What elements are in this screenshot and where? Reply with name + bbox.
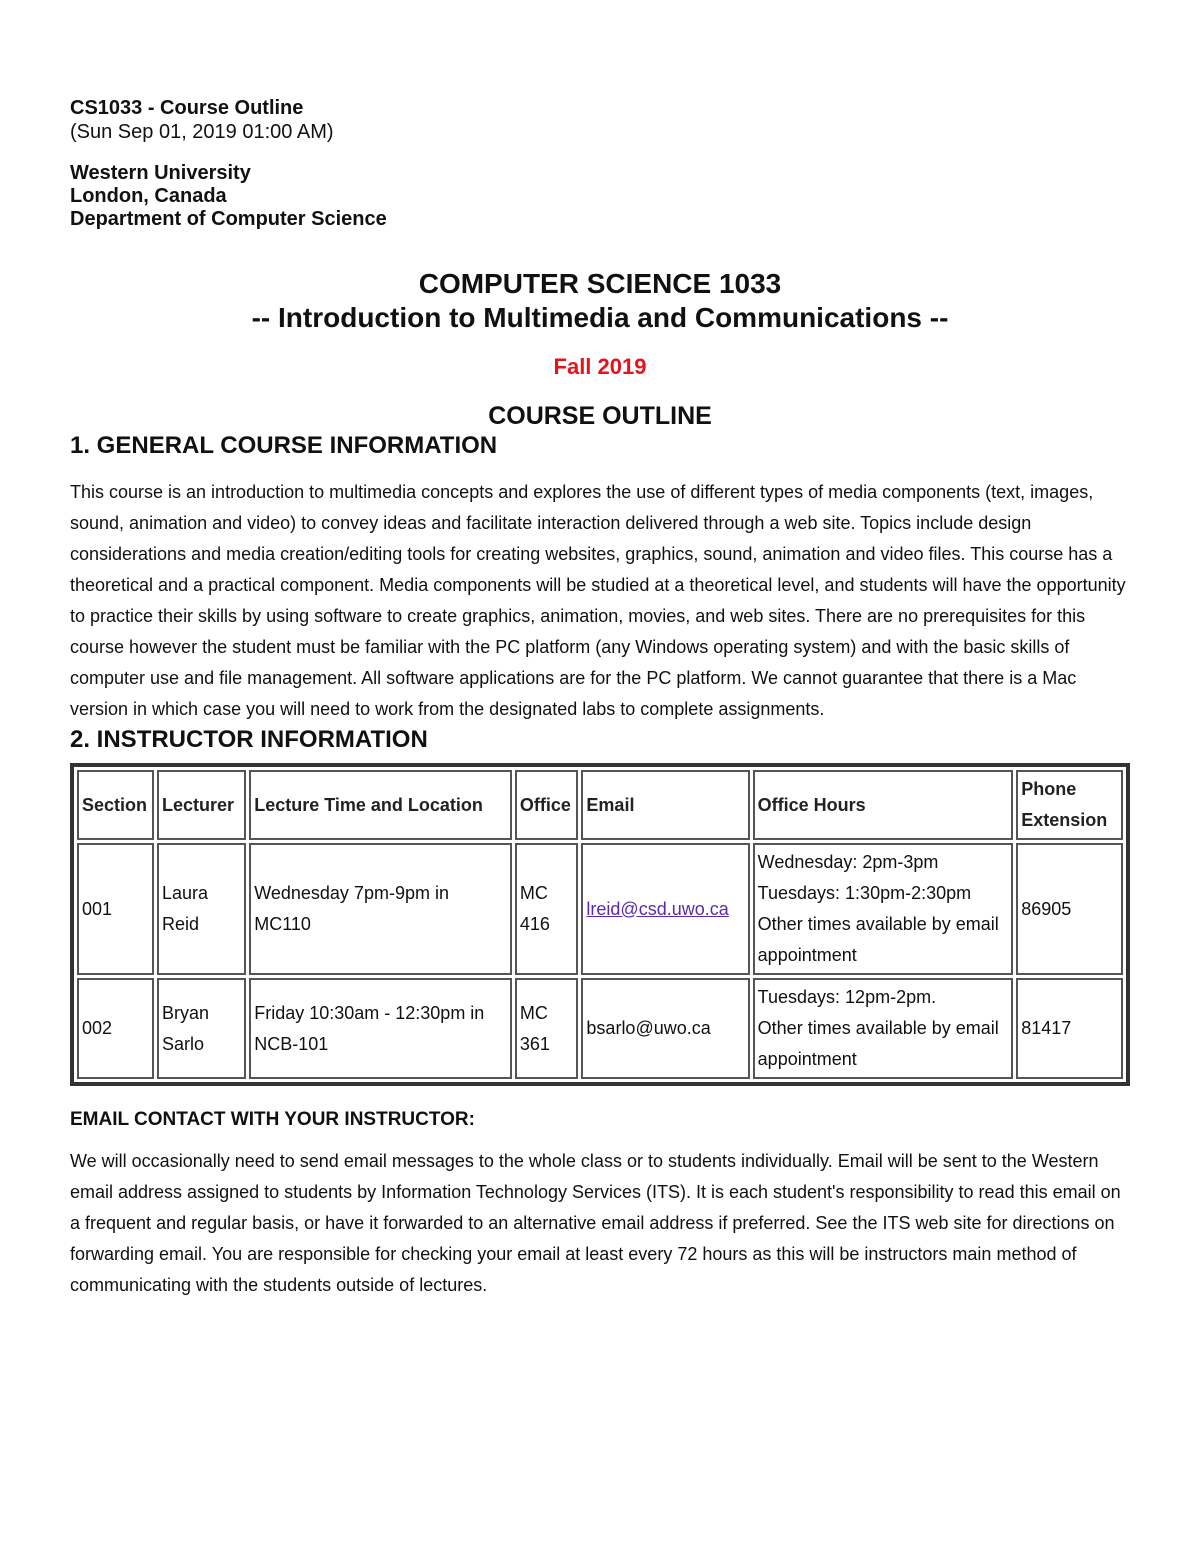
general-info-paragraph: This course is an introduction to multimedia concepts and explores the use of different types of media components (text, images, sound, animation and video) to convey ideas and facilitate interaction delivered through a web site. Topics include design considerations and media creation/editing tools for creating websites, graphics, sound, animation and video files. This course has a theoretical and a practical component. Media components will be studied at a theoretical level, and students will have the opportunity to practice their skills by using software to create graphics, animation, movies, and web sites. There are no prerequisites for this course however the student must be familiar with the PC platform (any Windows operating system) and with the basic skills of computer use and file management. All software applications are for the PC platform. We cannot guarantee that there is a Mac version in which case you will need to work from the designated labs to complete assignments. (70, 482, 1126, 719)
instructor-info-heading: 2. INSTRUCTOR INFORMATION (70, 726, 428, 753)
document-header (70, 96, 1130, 231)
general-info-heading: 1. GENERAL COURSE INFORMATION (70, 432, 498, 459)
table-header-row (77, 770, 1123, 840)
office-cell: MC 416 (515, 843, 579, 975)
column-header-email: Email (581, 770, 749, 840)
column-header-office-hours: Office Hours (753, 770, 1014, 840)
office-hours-cell: Tuesdays: 12pm-2pm. Other times available by email appointment (753, 978, 1014, 1079)
email-cell: bsarlo@uwo.ca (581, 978, 749, 1079)
office-hours-cell: Wednesday: 2pm-3pm Tuesdays: 1:30pm-2:30pm Other times available by email appointment (753, 843, 1014, 975)
office-cell: MC 361 (515, 978, 579, 1079)
lecturer-cell: Laura Reid (157, 843, 246, 975)
institution-block (70, 162, 1130, 231)
course-subtitle: -- Introduction to Multimedia and Communications -- (251, 302, 949, 333)
course-term: Fall 2019 (553, 354, 647, 379)
section-cell: 001 (77, 843, 154, 975)
email-contact-paragraph: We will occasionally need to send email messages to the whole class or to students individually. Email will be sent to the Western email address assigned to students by Information Technology Services (ITS). It is each student's responsibility to read this email on a frequent and regular basis, or have it forwarded to an alternative email address if preferred. See the ITS web site for directions on forwarding email. You are responsible for checking your email at least every 72 hours as this will be instructors main method of communicating with the students outside of lectures. (70, 1151, 1121, 1295)
course-outline-page (70, 96, 1130, 1301)
course-title-block (70, 267, 1130, 335)
document-date: (Sun Sep 01, 2019 01:00 AM) (70, 121, 334, 143)
phone-cell: 81417 (1016, 978, 1123, 1079)
lecturer-cell: Bryan Sarlo (157, 978, 246, 1079)
column-header-lecture-time: Lecture Time and Location (249, 770, 512, 840)
column-header-section: Section (77, 770, 154, 840)
university-location: London, Canada (70, 185, 227, 207)
lecture-cell: Friday 10:30am - 12:30pm in NCB-101 (249, 978, 512, 1079)
table-row (77, 978, 1123, 1079)
column-header-lecturer: Lecturer (157, 770, 246, 840)
email-link[interactable]: lreid@csd.uwo.ca (586, 898, 729, 919)
column-header-office: Office (515, 770, 579, 840)
section-cell: 002 (77, 978, 154, 1079)
course-name: COMPUTER SCIENCE 1033 (418, 268, 782, 299)
department-name: Department of Computer Science (70, 208, 387, 230)
instructor-table (70, 763, 1130, 1086)
email-contact-heading: EMAIL CONTACT WITH YOUR INSTRUCTOR: (70, 1109, 475, 1130)
phone-cell: 86905 (1016, 843, 1123, 975)
lecture-cell: Wednesday 7pm-9pm in MC110 (249, 843, 512, 975)
course-outline-heading: COURSE OUTLINE (488, 402, 712, 430)
university-name: Western University (70, 162, 251, 184)
document-title: CS1033 - Course Outline (70, 97, 304, 119)
table-row (77, 843, 1123, 975)
column-header-phone: Phone Extension (1016, 770, 1123, 840)
email-cell (581, 843, 749, 975)
